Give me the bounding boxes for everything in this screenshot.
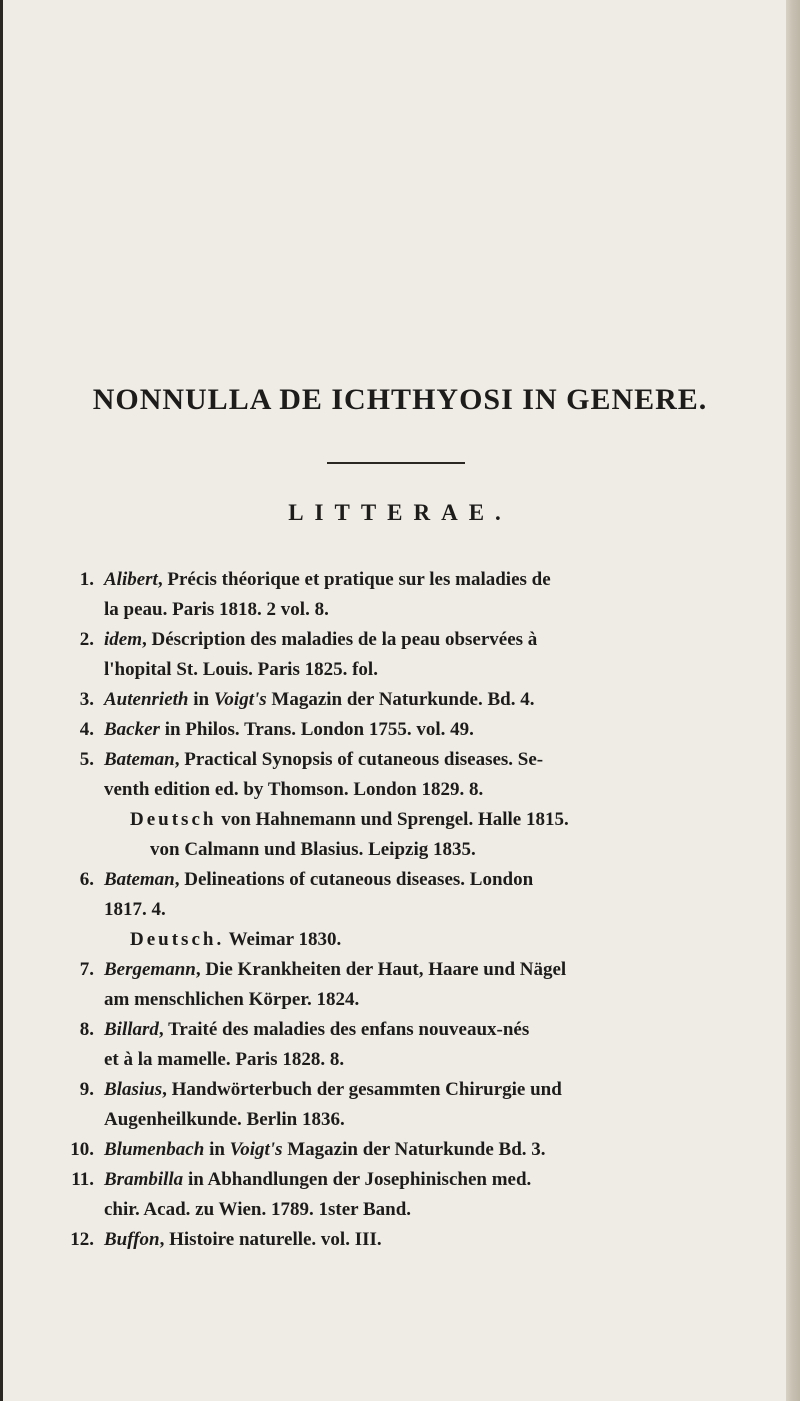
entry-line bbox=[0, 745, 800, 775]
page-title: NONNULLA DE ICHTHYOSI IN GENERE. bbox=[92, 383, 708, 416]
author-name: idem bbox=[104, 629, 142, 650]
author-name: Bateman bbox=[104, 749, 175, 770]
entry-number: 2. bbox=[79, 629, 94, 650]
entry-number: 9. bbox=[79, 1079, 94, 1100]
bibliography-entry bbox=[0, 1225, 800, 1255]
entry-text: et à la mamelle. Paris 1828. 8. bbox=[104, 1049, 345, 1070]
author-name: Buffon bbox=[104, 1229, 160, 1250]
bibliography-entry bbox=[0, 685, 800, 715]
entry-text: 1817. 4. bbox=[104, 899, 166, 920]
entry-line bbox=[0, 835, 800, 865]
entry-line bbox=[0, 685, 800, 715]
entry-text: venth edition ed. by Thomson. London 1829. 8. bbox=[104, 779, 484, 800]
connector-text: in bbox=[204, 1139, 230, 1160]
translation-label: Deutsch bbox=[130, 809, 217, 830]
title-rule bbox=[327, 462, 465, 464]
entry-text: von Hahnemann und Sprengel. Halle 1815. bbox=[216, 809, 569, 830]
entry-text: von Calmann und Blasius. Leipzig 1835. bbox=[150, 839, 476, 860]
entry-line bbox=[0, 895, 800, 925]
entry-line bbox=[0, 925, 800, 955]
bibliography-entry bbox=[0, 1075, 800, 1135]
entry-line bbox=[0, 775, 800, 805]
translation-label: Deutsch. bbox=[130, 929, 225, 950]
entry-text: Magazin der Naturkunde. Bd. 4. bbox=[266, 689, 535, 710]
entry-number: 10. bbox=[70, 1139, 94, 1160]
entry-text: , Histoire naturelle. vol. III. bbox=[159, 1229, 382, 1250]
entry-number: 12. bbox=[70, 1229, 94, 1250]
author-name: Alibert bbox=[104, 569, 158, 590]
entry-number: 6. bbox=[79, 869, 94, 890]
entry-line bbox=[0, 955, 800, 985]
bibliography-entry bbox=[0, 1165, 800, 1225]
entry-text: in Philos. Trans. London 1755. vol. 49. bbox=[159, 719, 474, 740]
connector-text: in bbox=[188, 689, 214, 710]
entry-text: , Die Krankheiten der Haut, Haare und Nägel bbox=[195, 959, 567, 980]
author-name: Backer bbox=[104, 719, 160, 740]
entry-line bbox=[0, 1015, 800, 1045]
bibliography-entry bbox=[0, 625, 800, 685]
entry-text: Weimar 1830. bbox=[224, 929, 342, 950]
entry-text: Augenheilkunde. Berlin 1836. bbox=[104, 1109, 345, 1130]
bibliography-entry bbox=[0, 565, 800, 625]
author-name: Autenrieth bbox=[104, 689, 189, 710]
entry-line bbox=[0, 1135, 800, 1165]
bibliography-entry bbox=[0, 955, 800, 1015]
section-heading: LITTERAE. bbox=[288, 500, 512, 525]
entry-number: 11. bbox=[71, 1169, 94, 1190]
author-name: Blumenbach bbox=[104, 1139, 205, 1160]
bibliography-entry bbox=[0, 1015, 800, 1075]
entry-text: , Handwörterbuch der gesammten Chirurgie und bbox=[162, 1079, 562, 1100]
entry-text: l'hopital St. Louis. Paris 1825. fol. bbox=[104, 659, 378, 680]
editor-name: Voigt's bbox=[213, 689, 267, 710]
entry-number: 7. bbox=[79, 959, 94, 980]
editor-name: Voigt's bbox=[229, 1139, 283, 1160]
entry-text: , Traité des maladies des enfans nouveaux-nés bbox=[158, 1019, 530, 1040]
author-name: Blasius bbox=[104, 1079, 163, 1100]
entry-text: Magazin der Naturkunde Bd. 3. bbox=[282, 1139, 546, 1160]
entry-number: 4. bbox=[79, 719, 94, 740]
entry-text: , Précis théorique et pratique sur les maladies de bbox=[157, 569, 551, 590]
entry-line bbox=[0, 1105, 800, 1135]
author-name: Bateman bbox=[104, 869, 175, 890]
entry-line bbox=[0, 1165, 800, 1195]
entry-text: , Delineations of cutaneous diseases. London bbox=[174, 869, 534, 890]
author-name: Billard bbox=[104, 1019, 159, 1040]
entry-line bbox=[0, 715, 800, 745]
bibliography-entry bbox=[0, 745, 800, 865]
entry-line bbox=[0, 805, 800, 835]
author-name: Brambilla bbox=[104, 1169, 184, 1190]
bibliography-entry bbox=[0, 865, 800, 955]
bibliography-entry bbox=[0, 1135, 800, 1165]
entry-line bbox=[0, 625, 800, 655]
entry-line bbox=[0, 1195, 800, 1225]
entry-line bbox=[0, 1075, 800, 1105]
entry-line bbox=[0, 595, 800, 625]
bibliography-list bbox=[0, 565, 800, 1255]
entry-text: chir. Acad. zu Wien. 1789. 1ster Band. bbox=[104, 1199, 412, 1220]
entry-line bbox=[0, 655, 800, 685]
entry-text: la peau. Paris 1818. 2 vol. 8. bbox=[104, 599, 329, 620]
entry-line bbox=[0, 1225, 800, 1255]
entry-text: , Déscription des maladies de la peau observées à bbox=[142, 629, 538, 650]
entry-number: 1. bbox=[79, 569, 94, 590]
entry-line bbox=[0, 865, 800, 895]
entry-line bbox=[0, 1045, 800, 1075]
bibliography-entry bbox=[0, 715, 800, 745]
entry-number: 8. bbox=[79, 1019, 94, 1040]
entry-number: 5. bbox=[79, 749, 94, 770]
entry-line bbox=[0, 565, 800, 595]
author-name: Bergemann bbox=[104, 959, 196, 980]
entry-text: am menschlichen Körper. 1824. bbox=[104, 989, 360, 1010]
entry-text: in Abhandlungen der Josephinischen med. bbox=[183, 1169, 532, 1190]
entry-number: 3. bbox=[79, 689, 94, 710]
entry-line bbox=[0, 985, 800, 1015]
entry-text: , Practical Synopsis of cutaneous diseases. Se- bbox=[174, 749, 544, 770]
